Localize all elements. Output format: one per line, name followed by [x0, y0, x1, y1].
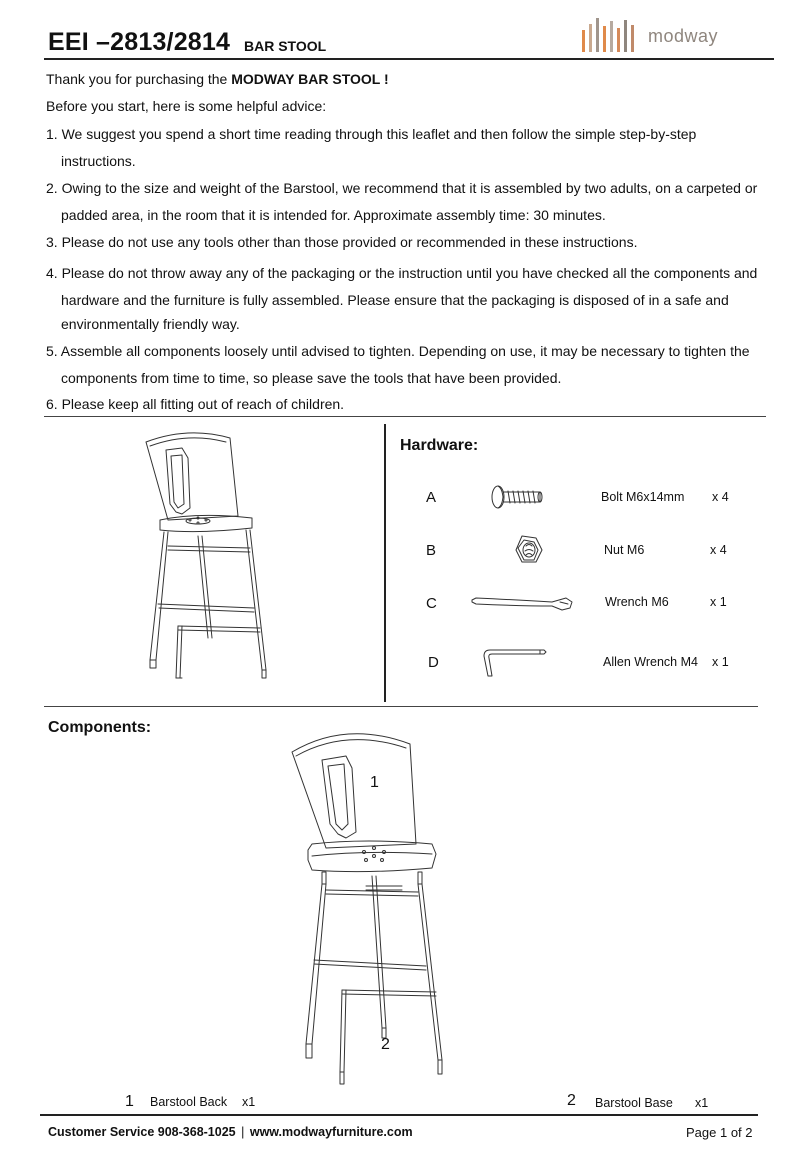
customer-service: Customer Service 908-368-1025 [48, 1125, 236, 1139]
advice-item-2-cont: padded area, in the room that it is intended for. Approximate assembly time: 30 minutes. [61, 207, 606, 223]
wrench-icon [470, 592, 574, 614]
component-num-2: 2 [567, 1092, 576, 1109]
advice-item-1-cont: instructions. [61, 153, 136, 169]
component-num-1: 1 [125, 1093, 134, 1110]
hardware-qty-b: x 4 [710, 543, 727, 557]
advice-line: Before you start, here is some helpful advice: [46, 98, 327, 114]
hardware-qty-d: x 1 [712, 655, 729, 669]
nut-icon [510, 532, 546, 568]
hardware-name-c: Wrench M6 [605, 595, 669, 609]
hardware-letter-b: B [426, 542, 437, 559]
advice-item-5: 5. Assemble all components loosely until advised to tighten. Depending on use, it may be necessary to tighten the [46, 343, 750, 359]
modway-logo-icon [580, 16, 640, 56]
advice-item-4-cont: hardware and the furniture is fully assembled. Please ensure that the packaging is disposed of in a safe and [61, 292, 729, 308]
hardware-letter-d: D [428, 654, 439, 671]
model-number: EEI –2813/2814 [48, 28, 231, 56]
footer-contact [48, 1125, 413, 1139]
website-link[interactable]: www.modwayfurniture.com [249, 1125, 413, 1139]
section-divider-mid [44, 706, 758, 707]
hardware-title: Hardware: [400, 437, 479, 454]
advice-item-4-cont2: environmentally friendly way. [61, 316, 240, 332]
advice-item-6: 6. Please keep all fitting out of reach of children. [46, 396, 345, 412]
allen-wrench-icon [482, 646, 550, 680]
components-title: Components: [48, 719, 152, 736]
hardware-qty-c: x 1 [710, 595, 727, 609]
brand-name: modway [648, 26, 719, 46]
component-qty-1: x1 [242, 1095, 256, 1109]
component-qty-2: x1 [695, 1096, 709, 1110]
hardware-name-b: Nut M6 [604, 543, 645, 557]
advice-item-1: 1. We suggest you spend a short time reading through this leaflet and then follow the simple step-by-step [46, 126, 697, 142]
thanks-product: MODWAY BAR STOOL ! [231, 71, 389, 87]
component-name-2: Barstool Base [595, 1096, 673, 1110]
footer-divider [40, 1114, 758, 1116]
component-name-1: Barstool Back [150, 1095, 228, 1109]
callout-2: 2 [381, 1036, 390, 1053]
thanks-prefix: Thank you for purchasing the [46, 71, 232, 87]
advice-item-3: 3. Please do not use any tools other than those provided or recommended in these instructions. [46, 234, 638, 250]
advice-item-5-cont: components from time to time, so please save the tools that have been provided. [61, 370, 562, 386]
assembled-stool-drawing [138, 428, 278, 686]
hardware-letter-c: C [426, 595, 437, 612]
hardware-name-a: Bolt M6x14mm [601, 490, 685, 504]
bolt-icon [490, 484, 546, 510]
header-divider [44, 58, 774, 60]
hardware-letter-a: A [426, 489, 437, 506]
section-divider-top [44, 416, 766, 417]
hardware-qty-a: x 4 [712, 490, 729, 504]
product-name: BAR STOOL [244, 38, 327, 54]
hardware-divider [384, 424, 386, 702]
advice-item-2: 2. Owing to the size and weight of the Barstool, we recommend that it is assembled by two adults, on a carpeted or [46, 180, 758, 196]
callout-1: 1 [370, 774, 379, 791]
advice-item-4: 4. Please do not throw away any of the packaging or the instruction until you have checked all the components and [46, 265, 758, 281]
footer-separator: | [241, 1125, 245, 1139]
hardware-name-d: Allen Wrench M4 [603, 655, 698, 669]
page-number: Page 1 of 2 [686, 1125, 753, 1140]
thanks-line [46, 72, 389, 86]
